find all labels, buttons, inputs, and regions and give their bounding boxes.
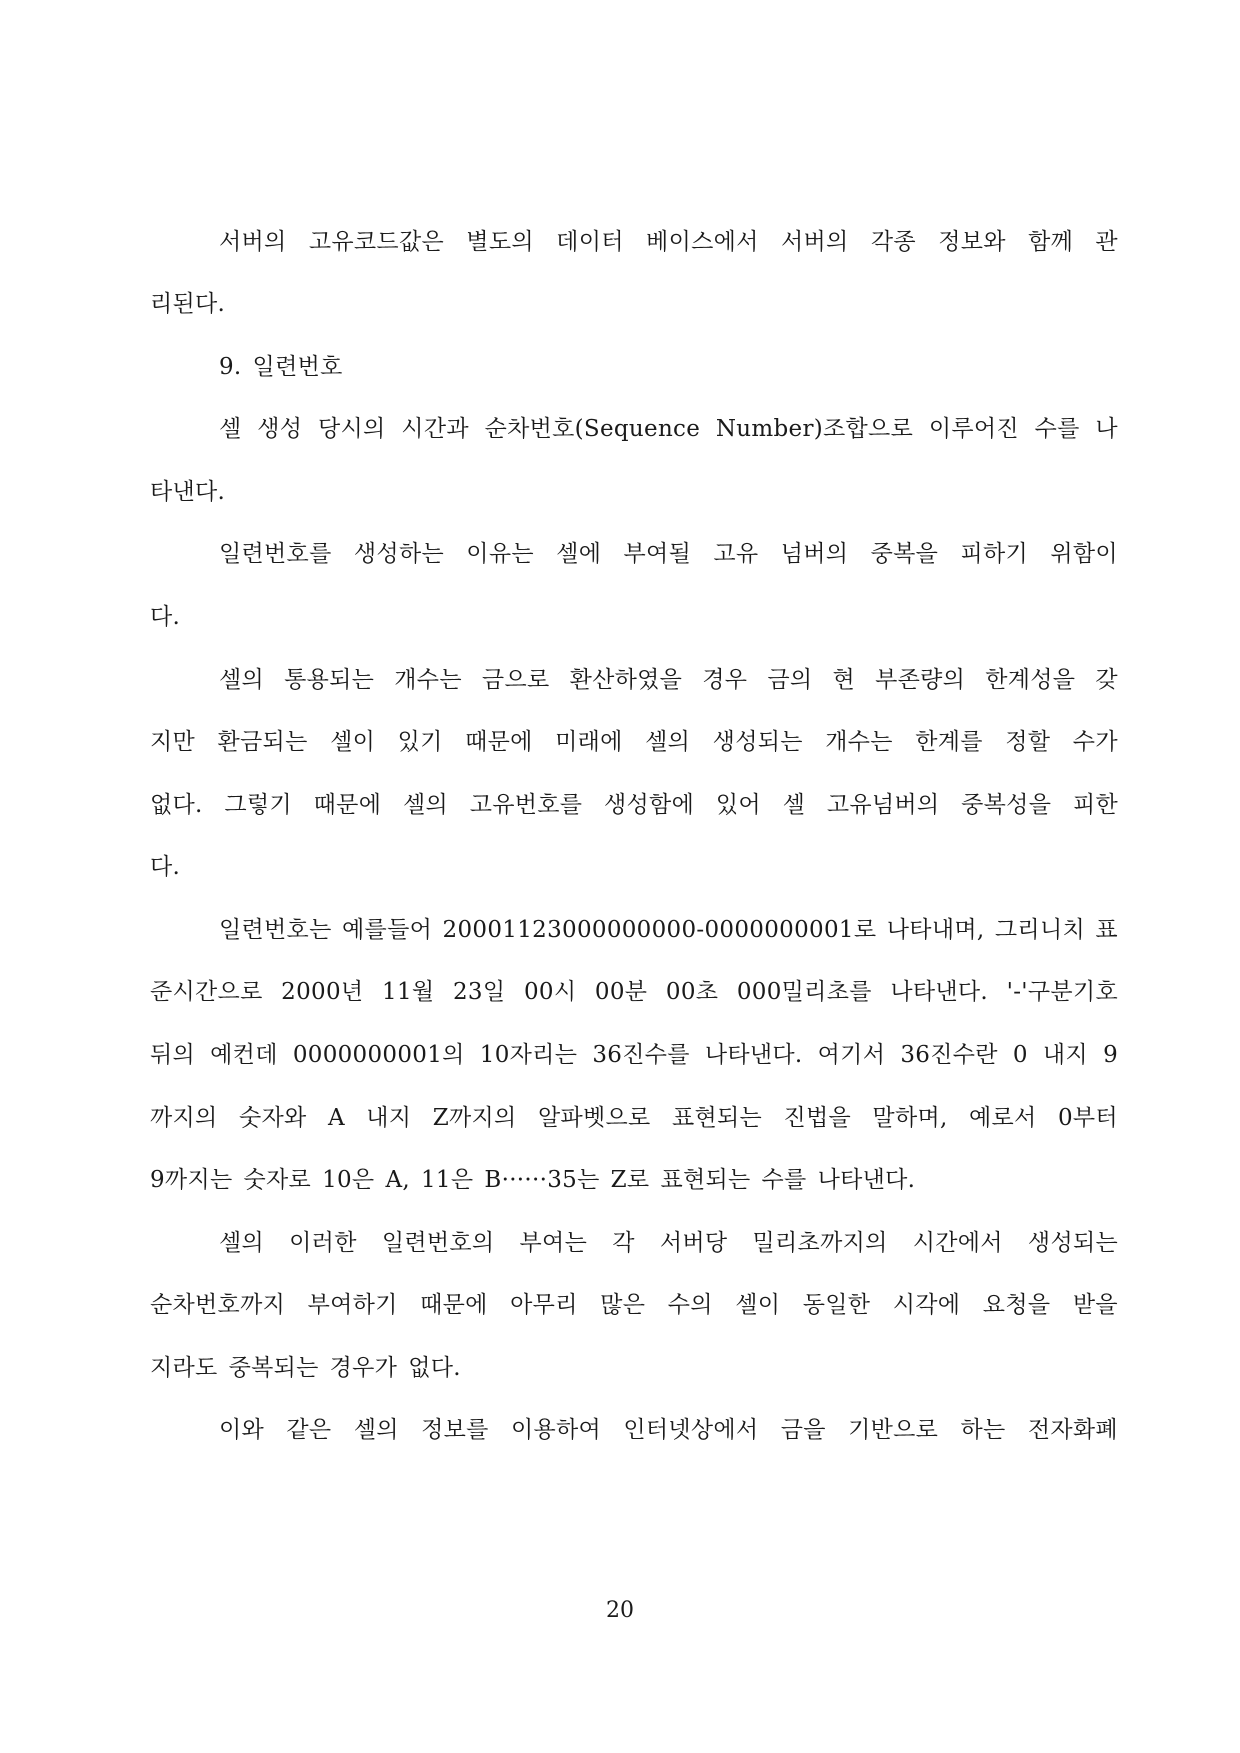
word: 위함이	[1050, 541, 1118, 567]
word: 예로서	[969, 1105, 1037, 1131]
word: Z로	[610, 1167, 650, 1193]
word: 36진수란	[900, 1042, 998, 1068]
word: 생성하는	[353, 541, 444, 567]
word: 있어	[715, 792, 761, 818]
word: 고유넘버의	[826, 792, 940, 818]
word: 당시의	[318, 416, 386, 442]
word: 생성함에	[604, 792, 695, 818]
word: 생성되는	[712, 729, 803, 755]
text-line	[219, 660, 1118, 700]
word: 없다.	[408, 1355, 461, 1381]
word: 때문에	[465, 729, 533, 755]
word: 다.	[150, 854, 181, 880]
text-line	[219, 534, 1118, 574]
word: 일련번호의	[381, 1230, 495, 1256]
text-line	[219, 1223, 1118, 1263]
word: 서버의	[780, 229, 849, 255]
word: 부여하기	[307, 1292, 398, 1318]
word: 그렇기	[224, 792, 292, 818]
word: 함께	[1028, 229, 1074, 255]
word: 준시간으로	[150, 979, 263, 1005]
word: 개수는	[394, 667, 462, 693]
word: 때문에	[420, 1292, 488, 1318]
word: 넘버의	[780, 541, 849, 567]
word: 내지	[1042, 1042, 1088, 1068]
word: 때문에	[313, 792, 382, 818]
word: 각	[612, 1230, 635, 1256]
word: A	[327, 1105, 345, 1131]
word: 나타내며,	[886, 917, 985, 943]
word: 별도의	[466, 229, 534, 255]
word: 000밀리초를	[736, 979, 872, 1005]
word: 서버당	[659, 1230, 728, 1256]
text-line	[150, 847, 1118, 887]
word: 환산하였을	[569, 667, 683, 693]
word: 11월	[382, 979, 435, 1005]
word: 셀의	[219, 1230, 265, 1256]
word: 요청을	[982, 1292, 1051, 1318]
text-line	[150, 1285, 1118, 1325]
word: 셀	[782, 792, 806, 818]
word: 셀의	[402, 792, 448, 818]
text-line	[150, 1160, 1118, 1200]
word: 금의	[767, 667, 813, 693]
word: 시간에서	[912, 1230, 1003, 1256]
word: 중복을	[870, 541, 939, 567]
word: 순차번호까지	[150, 1292, 286, 1318]
word: 전자화폐	[1027, 1417, 1118, 1443]
word: 정할	[1005, 729, 1051, 755]
word: A,	[385, 1167, 410, 1193]
word: 0	[1012, 1042, 1028, 1068]
word: 생성	[257, 416, 303, 442]
word: Number)조합으로	[715, 416, 914, 442]
text-line	[150, 1035, 1118, 1075]
word: 알파벳으로	[537, 1105, 651, 1131]
word: 같은	[286, 1417, 332, 1443]
word: 나타낸다.	[890, 979, 988, 1005]
word: 부존량의	[875, 667, 966, 693]
text-line	[150, 722, 1118, 762]
word: 그리니치	[994, 917, 1085, 943]
word: 일련번호	[252, 354, 343, 380]
word: 숫자와	[238, 1105, 307, 1131]
word: 서버의	[219, 229, 287, 255]
word: 리된다.	[150, 291, 226, 317]
word: 정보와	[938, 229, 1006, 255]
word: 9까지는	[150, 1167, 233, 1193]
word: 미래에	[555, 729, 623, 755]
word: 일련번호는	[219, 917, 332, 943]
word: 수의	[667, 1292, 713, 1318]
word: 23일	[452, 979, 506, 1005]
word: 경우가	[329, 1355, 398, 1381]
text-line	[219, 409, 1118, 449]
word: 이용하여	[510, 1417, 602, 1443]
text-line	[219, 1410, 1118, 1450]
word: 셀의	[219, 667, 265, 693]
word: 현	[832, 667, 856, 693]
word: 생성되는	[1027, 1230, 1118, 1256]
word: 9.	[219, 354, 242, 380]
word: 고유번호를	[469, 792, 583, 818]
word: 표현되는	[660, 1167, 751, 1193]
word: 예를들어	[342, 917, 433, 943]
word: 셀이	[735, 1292, 781, 1318]
word: 0부터	[1057, 1105, 1118, 1131]
word: 정보를	[421, 1417, 489, 1443]
word: 이유는	[466, 541, 534, 567]
word: 금을	[780, 1417, 826, 1443]
word: 셀	[219, 416, 242, 442]
word: 시간과	[401, 416, 469, 442]
word: 수를	[1034, 416, 1080, 442]
word: 말하며,	[872, 1105, 948, 1131]
word: 이러한	[289, 1230, 357, 1256]
word: 중복성을	[961, 792, 1052, 818]
word: 부여될	[623, 541, 692, 567]
word: 0000000001의	[292, 1042, 465, 1068]
word: 다.	[150, 604, 181, 630]
word: 데이터	[556, 229, 624, 255]
section-heading	[219, 347, 1118, 387]
text-line	[150, 1348, 1118, 1388]
text-line	[150, 472, 1118, 512]
word: 셀의	[645, 729, 691, 755]
word: 00시	[523, 979, 577, 1005]
word: 부여는	[519, 1230, 588, 1256]
word: 까지의	[150, 1105, 218, 1131]
word: 00분	[594, 979, 648, 1005]
word: 타낸다.	[150, 479, 226, 505]
word: 환금되는	[217, 729, 308, 755]
text-line	[150, 284, 1118, 324]
word: 여기서	[817, 1042, 886, 1068]
word: 2000년	[281, 979, 364, 1005]
word: 개수는	[825, 729, 893, 755]
text-line	[150, 597, 1118, 637]
word: 숫자로	[243, 1167, 312, 1193]
word: 셀의	[353, 1417, 399, 1443]
text-line	[150, 972, 1118, 1012]
word: 중복되는	[228, 1355, 319, 1381]
word: 순차번호(Sequence	[484, 416, 701, 442]
text-line	[150, 785, 1118, 825]
word: 피한	[1072, 792, 1118, 818]
word: 11은	[420, 1167, 474, 1193]
word: 20001123000000000-0000000001로	[442, 917, 877, 943]
word: 통용되는	[284, 667, 375, 693]
word: B······35는	[484, 1167, 600, 1193]
word: 관	[1095, 229, 1118, 255]
word: 수가	[1072, 729, 1118, 755]
word: 일련번호를	[219, 541, 332, 567]
text-line	[150, 1098, 1118, 1138]
word: 각종	[870, 229, 916, 255]
word: 표	[1095, 917, 1118, 943]
word: 진법을	[783, 1105, 852, 1131]
word: '-'구분기호	[1006, 979, 1118, 1005]
word: 베이스에서	[646, 229, 759, 255]
word: 한계성을	[985, 667, 1076, 693]
word: 밀리초까지의	[752, 1230, 888, 1256]
word: 많은	[600, 1292, 646, 1318]
word: 시각에	[892, 1292, 961, 1318]
word: 10자리는	[479, 1042, 578, 1068]
word: 고유	[713, 541, 759, 567]
word: 나타낸다.	[704, 1042, 803, 1068]
text-line	[219, 910, 1118, 950]
word: 받을	[1072, 1292, 1118, 1318]
text-line	[219, 222, 1118, 262]
word: 동일한	[802, 1292, 871, 1318]
word: Z까지의	[432, 1105, 517, 1131]
word: 피하기	[960, 541, 1029, 567]
page-number: 20	[606, 1598, 634, 1623]
word: 고유코드값은	[308, 229, 444, 255]
word: 지만	[150, 729, 196, 755]
word: 예컨데	[210, 1042, 278, 1068]
word: 셀이	[330, 729, 376, 755]
word: 인터넷상에서	[623, 1417, 759, 1443]
word: 00초	[665, 979, 719, 1005]
word: 하는	[960, 1417, 1006, 1443]
word: 수를	[761, 1167, 807, 1193]
word: 이와	[219, 1417, 265, 1443]
word: 나	[1095, 416, 1118, 442]
word: 없다.	[150, 792, 203, 818]
word: 금으로	[481, 667, 550, 693]
word: 지라도	[150, 1355, 218, 1381]
word: 나타낸다.	[817, 1167, 916, 1193]
word: 셀에	[556, 541, 602, 567]
word: 기반으로	[848, 1417, 939, 1443]
word: 아무리	[510, 1292, 578, 1318]
word: 이루어진	[928, 416, 1019, 442]
word: 내지	[366, 1105, 412, 1131]
word: 36진수를	[592, 1042, 690, 1068]
word: 9	[1103, 1042, 1118, 1068]
word: 갖	[1095, 667, 1118, 693]
word: 한계를	[915, 729, 983, 755]
word: 뒤의	[150, 1042, 196, 1068]
word: 경우	[702, 667, 748, 693]
word: 10은	[322, 1167, 375, 1193]
word: 있기	[397, 729, 443, 755]
word: 표현되는	[671, 1105, 763, 1131]
